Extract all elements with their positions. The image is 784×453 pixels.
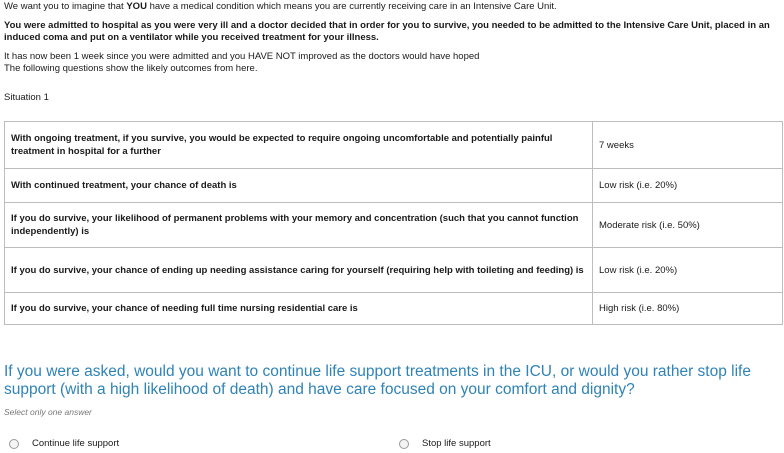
option-label: Continue life support [32, 438, 120, 449]
intro-line-4: The following questions show the likely outcomes from here. [4, 63, 258, 74]
row-question: If you do survive, your likelihood of permanent problems with your memory and concentration (such that you cannot function independently) is [5, 203, 593, 248]
row-answer: Low risk (i.e. 20%) [593, 248, 783, 293]
row-question: With ongoing treatment, if you survive, you would be expected to require ongoing uncomfortable and potentially painful treatment in hospital for a further [5, 122, 593, 169]
radio-button-continue[interactable] [9, 439, 19, 449]
answer-hint: Select only one answer [4, 407, 92, 417]
table-row [5, 122, 783, 169]
radio-button-stop[interactable] [399, 439, 409, 449]
intro-text [4, 1, 782, 75]
table-row [5, 248, 783, 293]
row-answer: Moderate risk (i.e. 50%) [593, 203, 783, 248]
row-answer: High risk (i.e. 80%) [593, 293, 783, 325]
row-question: If you do survive, your chance of needing full time nursing residential care is [5, 293, 593, 325]
option-stop-life-support[interactable] [399, 438, 491, 449]
decision-question: If you were asked, would you want to continue life support treatments in the ICU, or would you rather stop life support (with a high likelihood of death) and have care focused on your comfort and dignity? [4, 363, 751, 398]
situation-label: Situation 1 [4, 92, 49, 103]
table-row [5, 293, 783, 325]
option-continue-life-support[interactable] [9, 438, 119, 449]
option-label: Stop life support [422, 438, 491, 449]
intro-line-1: We want you to imagine that YOU have a medical condition which means you are currently receiving care in an Intensive Care Unit. [4, 1, 557, 12]
row-answer: 7 weeks [593, 122, 783, 169]
row-question: With continued treatment, your chance of death is [5, 169, 593, 203]
intro-line-2: You were admitted to hospital as you were very ill and a doctor decided that in order for you to survive, you needed to be admitted to the Intensive Care Unit, placed in an induced coma and put on a ventilator while you received treatment for your illness. [4, 20, 770, 43]
table-row [5, 169, 783, 203]
table-row [5, 203, 783, 248]
scenario-table [4, 121, 783, 325]
intro-line-3: It has now been 1 week since you were admitted and you HAVE NOT improved as the doctors would have hoped [4, 51, 480, 62]
row-question: If you do survive, your chance of ending up needing assistance caring for yourself (requiring help with toileting and feeding) is [5, 248, 593, 293]
row-answer: Low risk (i.e. 20%) [593, 169, 783, 203]
